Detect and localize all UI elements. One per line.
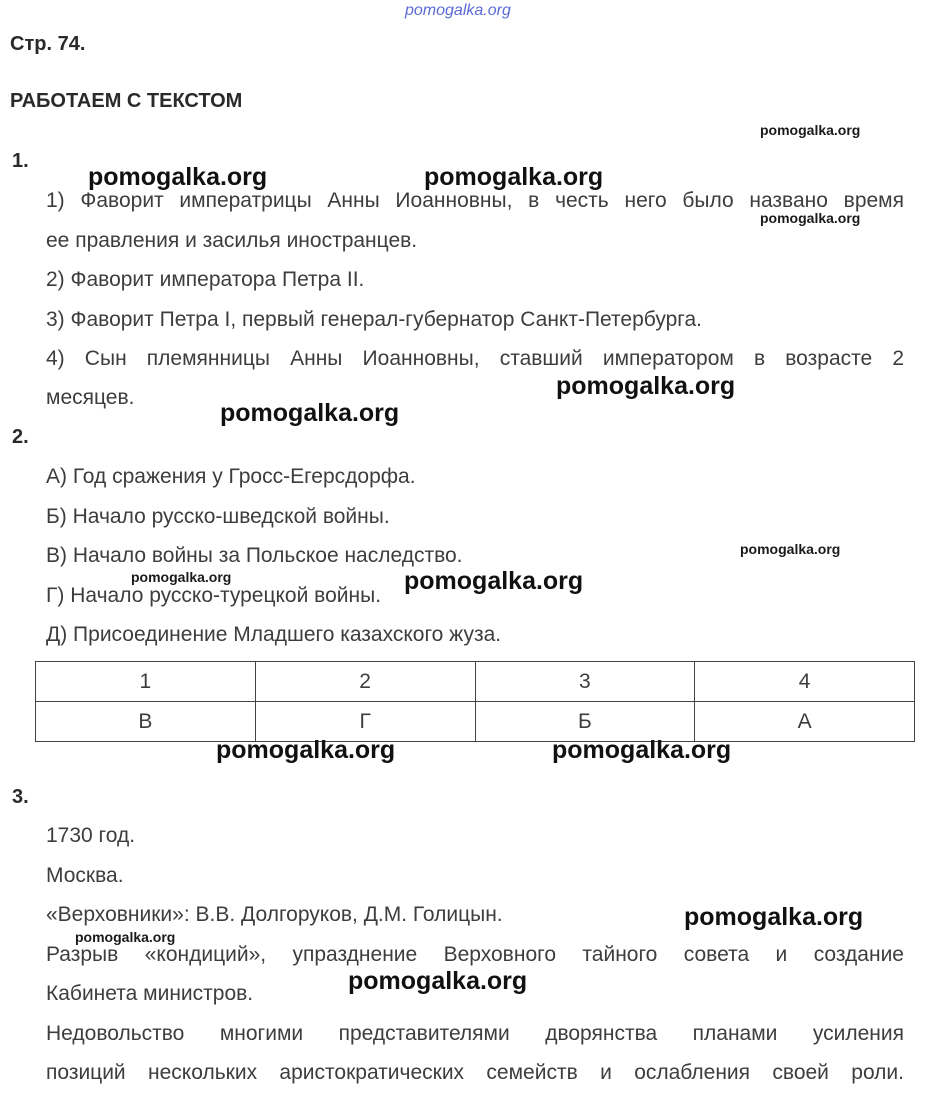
q1-line: ее правления и засилья иностранцев. bbox=[46, 229, 418, 252]
q3-line: Разрыв «кондиций», упразднение Верховного тайного совета и создание bbox=[46, 943, 904, 966]
table-row bbox=[36, 702, 915, 742]
watermark: pomogalka.org bbox=[220, 399, 400, 427]
page-reference: Стр. 74. bbox=[10, 33, 86, 55]
question-number-2: 2. bbox=[12, 426, 29, 448]
watermark: pomogalka.org bbox=[760, 210, 861, 226]
watermark: pomogalka.org bbox=[556, 372, 736, 400]
answer-table bbox=[35, 661, 915, 742]
section-title: РАБОТАЕМ С ТЕКСТОМ bbox=[10, 90, 243, 112]
q3-line: Москва. bbox=[46, 864, 124, 887]
q1-line: 2) Фаворит императора Петра II. bbox=[46, 268, 365, 291]
watermark: pomogalka.org bbox=[131, 569, 232, 585]
watermark: pomogalka.org bbox=[88, 163, 268, 191]
q1-line: 4) Сын племянницы Анны Иоанновны, ставший императором в возрасте 2 bbox=[46, 347, 904, 370]
watermark: pomogalka.org bbox=[740, 541, 841, 557]
q3-line: «Верховники»: В.В. Долгоруков, Д.М. Голицын. bbox=[46, 903, 503, 926]
watermark: pomogalka.org bbox=[760, 122, 861, 138]
q2-line: А) Год сражения у Гросс-Егерсдорфа. bbox=[46, 465, 416, 488]
table-cell: 3 bbox=[475, 662, 695, 702]
table-cell: А bbox=[695, 702, 915, 742]
table-cell: 2 bbox=[255, 662, 475, 702]
q2-line: Б) Начало русско-шведской войны. bbox=[46, 505, 390, 528]
table-cell: 4 bbox=[695, 662, 915, 702]
watermark-top: pomogalka.org bbox=[405, 2, 511, 19]
table-cell: В bbox=[36, 702, 256, 742]
q2-line: Д) Присоединение Младшего казахского жуза. bbox=[46, 623, 502, 646]
question-number-3: 3. bbox=[12, 786, 29, 808]
watermark: pomogalka.org bbox=[684, 903, 864, 931]
q3-line: позиций нескольких аристократических семейств и ослабления своей роли. bbox=[46, 1061, 904, 1084]
q1-line: 1) Фаворит императрицы Анны Иоанновны, в честь него было названо время bbox=[46, 189, 904, 212]
watermark: pomogalka.org bbox=[348, 967, 528, 995]
q3-line: Кабинета министров. bbox=[46, 982, 254, 1005]
q1-line: месяцев. bbox=[46, 386, 135, 409]
question-number-1: 1. bbox=[12, 150, 29, 172]
table-cell: 1 bbox=[36, 662, 256, 702]
watermark: pomogalka.org bbox=[424, 163, 604, 191]
q3-line: 1730 год. bbox=[46, 824, 136, 847]
table-cell: Б bbox=[475, 702, 695, 742]
watermark: pomogalka.org bbox=[552, 736, 732, 764]
q2-line: В) Начало войны за Польское наследство. bbox=[46, 544, 463, 567]
watermark: pomogalka.org bbox=[75, 929, 176, 945]
watermark: pomogalka.org bbox=[216, 736, 396, 764]
q1-line: 3) Фаворит Петра I, первый генерал-губернатор Санкт-Петербурга. bbox=[46, 308, 702, 331]
q2-line: Г) Начало русско-турецкой войны. bbox=[46, 584, 382, 607]
q3-line: Недовольство многими представителями дворянства планами усиления bbox=[46, 1022, 904, 1045]
watermark: pomogalka.org bbox=[404, 567, 584, 595]
table-header-row bbox=[36, 662, 915, 702]
table-cell: Г bbox=[255, 702, 475, 742]
